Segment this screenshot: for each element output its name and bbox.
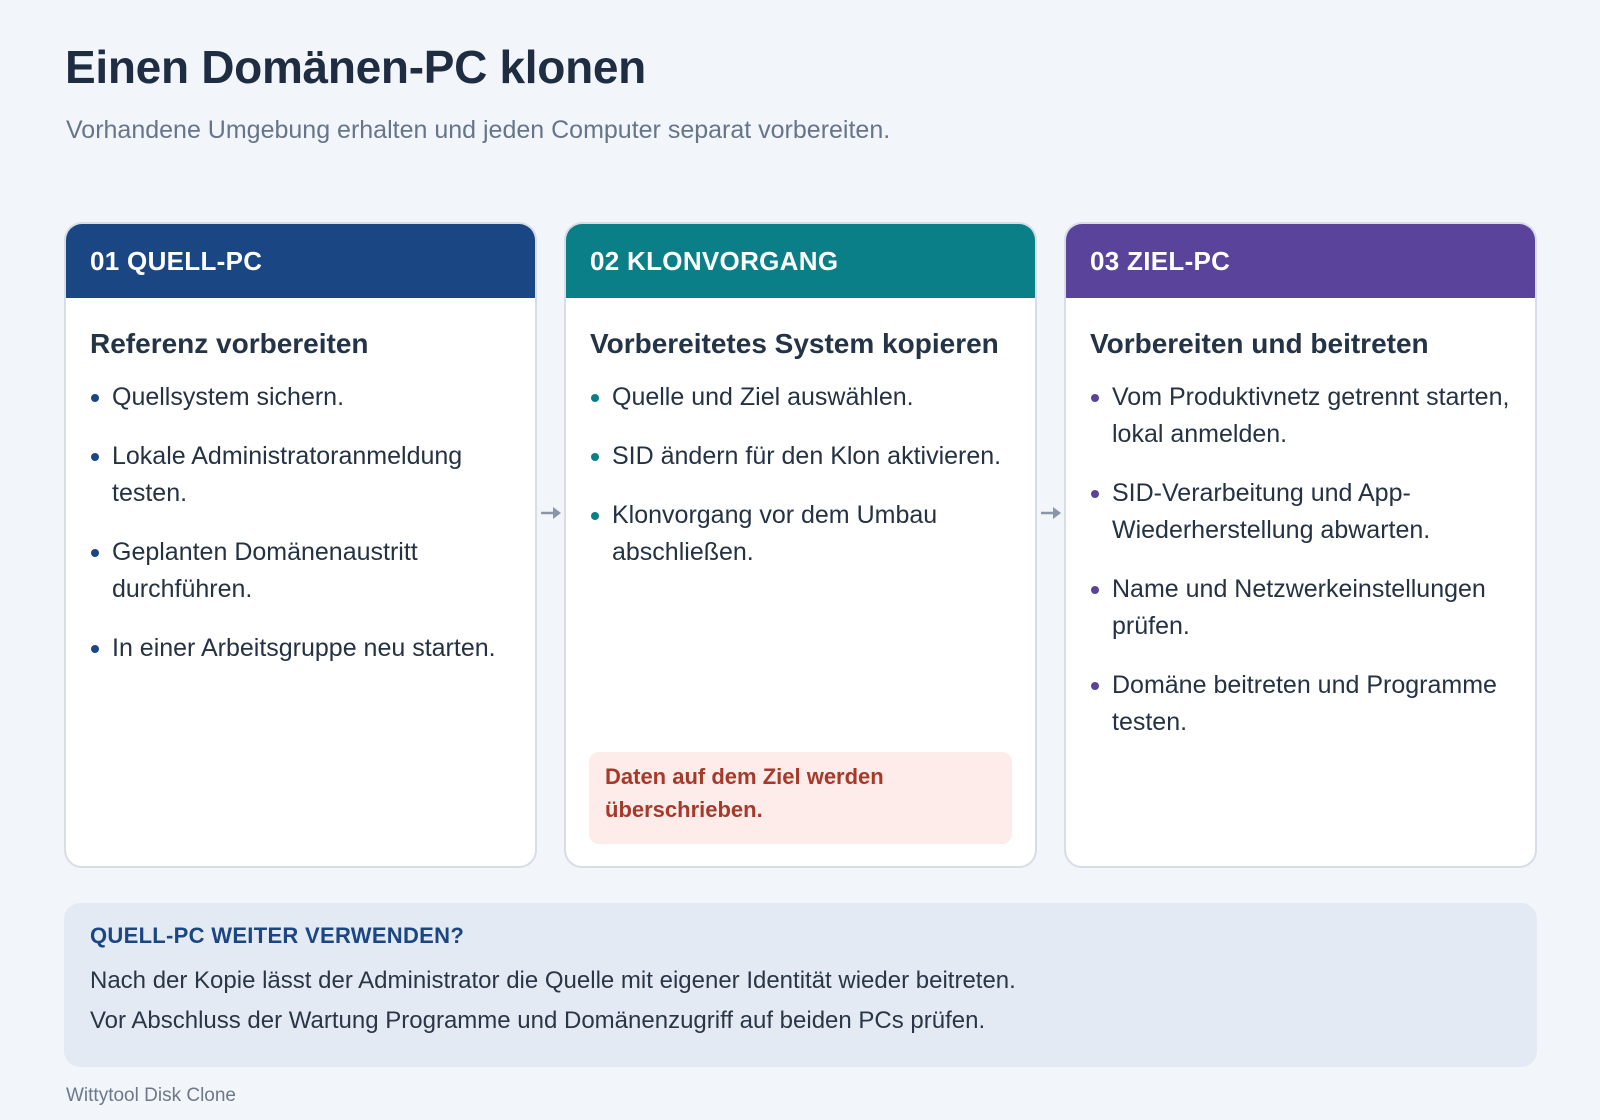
note-line: Nach der Kopie lässt der Administrator die Quelle mit eigener Identität wieder beitreten.	[90, 967, 1016, 994]
list-item	[1090, 571, 1511, 645]
bullet-icon	[91, 453, 99, 461]
bullet-icon	[1091, 682, 1099, 690]
step-list	[90, 379, 511, 667]
list-item-text: Vom Produktivnetz getrennt starten, lokal anmelden.	[1112, 383, 1510, 448]
bullet-icon	[591, 394, 599, 402]
list-item-text: Klonvorgang vor dem Umbau abschließen.	[612, 501, 938, 566]
bullet-icon	[1091, 490, 1099, 498]
step-card-clone-process	[564, 222, 1037, 868]
step-header: 01 QUELL-PC	[66, 224, 535, 298]
list-item-text: SID-Verarbeitung und App-Wiederherstellung abwarten.	[1112, 479, 1431, 544]
footer-credit: Wittytool Disk Clone	[66, 1085, 236, 1106]
note-title: QUELL-PC WEITER VERWENDEN?	[90, 923, 465, 948]
page-title: Einen Domänen-PC klonen	[65, 41, 646, 93]
list-item	[1090, 475, 1511, 549]
arrow-right-icon	[540, 506, 562, 520]
bullet-icon	[91, 394, 99, 402]
step-card-source-pc	[64, 222, 537, 868]
list-item-text: Lokale Administratoranmeldung testen.	[112, 442, 463, 507]
step-list	[1090, 379, 1511, 741]
list-item	[1090, 379, 1511, 453]
bullet-icon	[91, 549, 99, 557]
step-list	[590, 379, 1011, 571]
step-header: 03 ZIEL-PC	[1066, 224, 1535, 298]
bullet-icon	[1091, 586, 1099, 594]
step-header: 02 KLONVORGANG	[566, 224, 1035, 298]
bullet-icon	[91, 645, 99, 653]
list-item	[90, 438, 511, 512]
info-note	[64, 903, 1537, 1067]
list-item-text: Quelle und Ziel auswählen.	[612, 383, 914, 411]
note-line: Vor Abschluss der Wartung Programme und Domänenzugriff auf beiden PCs prüfen.	[90, 1007, 986, 1034]
list-item-text: SID ändern für den Klon aktivieren.	[612, 442, 1002, 470]
list-item-text: Geplanten Domänenaustritt durchführen.	[112, 538, 418, 603]
arrow-right-icon	[1040, 506, 1062, 520]
list-item-text: Quellsystem sichern.	[112, 383, 345, 411]
list-item	[90, 630, 511, 667]
step-heading: Vorbereiten und beitreten	[1090, 328, 1429, 359]
bullet-icon	[1091, 394, 1099, 402]
bullet-icon	[591, 453, 599, 461]
list-item	[1090, 667, 1511, 741]
list-item	[590, 379, 1011, 416]
warning-callout: Daten auf dem Ziel werden überschrieben.	[589, 752, 1012, 844]
bullet-icon	[591, 512, 599, 520]
step-card-target-pc	[1064, 222, 1537, 868]
list-item-text: In einer Arbeitsgruppe neu starten.	[112, 634, 496, 662]
list-item	[590, 438, 1011, 475]
list-item-text: Domäne beitreten und Programme testen.	[1112, 671, 1497, 736]
list-item	[90, 379, 511, 416]
list-item	[590, 497, 1011, 571]
list-item-text: Name und Netzwerkeinstellungen prüfen.	[1112, 575, 1486, 640]
list-item	[90, 534, 511, 608]
page-subtitle: Vorhandene Umgebung erhalten und jeden Computer separat vorbereiten.	[66, 116, 891, 144]
step-heading: Vorbereitetes System kopieren	[590, 328, 999, 359]
step-heading: Referenz vorbereiten	[90, 328, 369, 359]
